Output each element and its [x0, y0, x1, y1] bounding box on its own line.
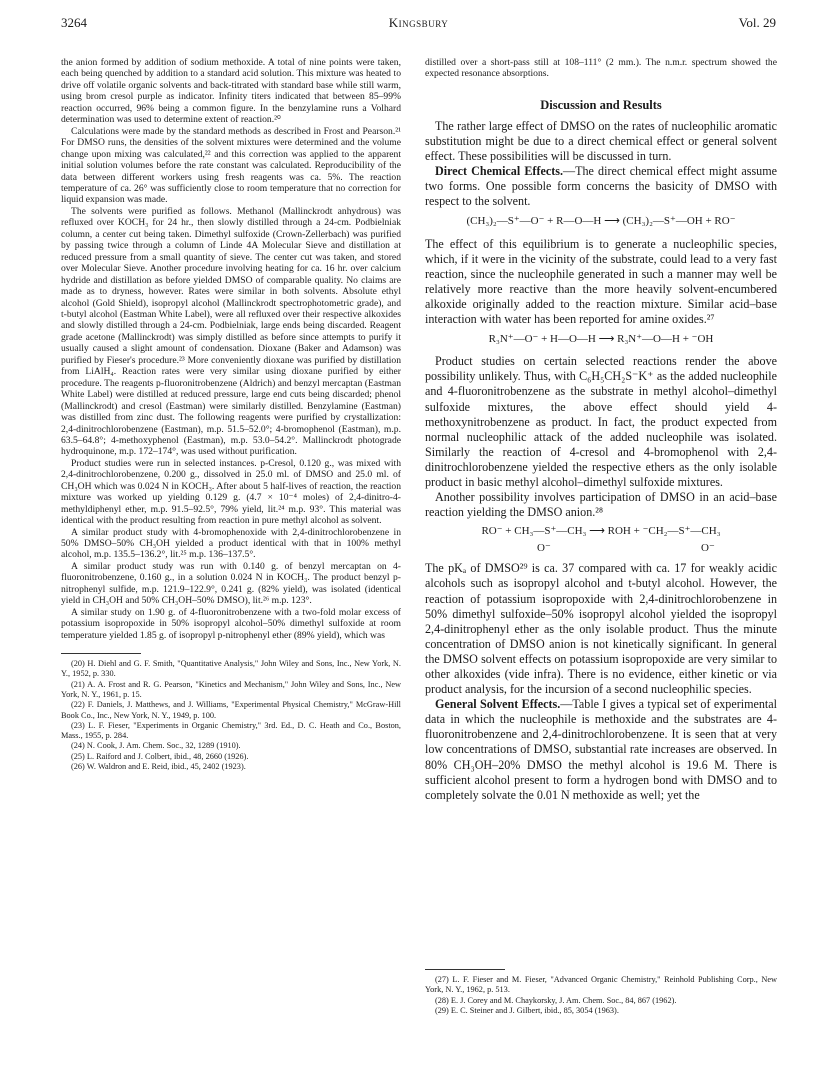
equation-substituents — [425, 541, 777, 555]
running-header — [61, 15, 776, 35]
footnote-rule — [425, 969, 505, 970]
left-column — [61, 57, 401, 772]
equation: (CH₃)₂—S⁺—O⁻ + R—O—H ⟶ (CH₃)₂—S⁺—OH + RO⁻ — [466, 215, 736, 228]
footnote: (29) E. C. Steiner and J. Gilbert, ibid., 85, 3054 (1963). — [435, 1005, 619, 1015]
paragraph: The rather large effect of DMSO on the rates of nucleophilic aromatic substitution might be due to a direct chemical effect or general solvent effect. These possibilities will be discussed in turn. — [425, 118, 777, 164]
paragraph: Another possibility involves participation of DMSO in an acid–base reaction yielding the DMSO anion.²⁸ — [425, 490, 777, 520]
page-number: 3264 — [61, 15, 87, 30]
footnote: (27) L. F. Fieser and M. Fieser, "Advanced Organic Chemistry," Reinhold Publishing Corp., New York, N. Y., 1962, p. 513. — [425, 975, 777, 995]
paragraph: A similar product study with 4-bromophenoxide with 2,4-dinitrochlorobenzene in 50% DMSO–50% CH₃OH yielded a product identical with that in 100% methyl alcohol, m.p. 135.5–136.2°, lit.²⁵ m.p. 136–137.5°. — [61, 526, 401, 561]
paragraph: The solvents were purified as follows. Methanol (Mallinckrodt anhydrous) was refluxed over KOCH₃ for 24 hr., then slowly distilled through a 24-cm. Podbielniak column, a center cut being taken. Dimethyl sulfoxide (Crown-Zellerbach) was purified by passing twice through a column of Linde 4A Molecular Sieve and distillation at reduced pressure from a small quantity of sieve. The center cut was taken, and stored over Molecular Sieve. Another procedure involving heating for ca. 16 hr. over calcium hydride and distillation as before yielded DMSO of comparable quality. No claims are made as to dryness, however. Rates were similar in both solvents. Absolute ethyl alcohol (Gold Shield), isopropyl alcohol (Mallinckrodt spectrophotometric grade), and t-butyl alcohol (Eastman White Label), were all refluxed over their respective alkoxides and slowly distilled through a 24-cm. Podbielniak, large ends being discarded. Reagent grade acetone (Mallinckrodt) was simply distilled as before since attempts to purify it usually caused a slight amount of condensation. Dioxane (Baker and Adamson) was purified by Fieser's procedure.²³ More conveniently dioxane was purified by distillation from LiAlH₄. Reaction rates were very similar using dioxane purified by either procedure. The reagents p-fluoronitrobenzene (Aldrich) and benzyl mercaptan (Eastman White Label) were distilled at reduced pressure, large end cuts being discarded; phenol (Mallinckrodt) and cresol (Eastman) were similarly distilled. Benzylamine (Eastman) was distilled from zinc dust. The following reagents were purified by crystallization: 2,4-dinitrochlorobenzene (Eastman), m.p. 51.5–52.0°; 4-bromophenol (Eastman), m.p. 63.5–64.8°; 4-methoxyphenol (Eastman), m.p. 53.0–54.2°. Mallinckrodt photograde hydroquinone, m.p. 172–174°, was used without purification. — [61, 205, 401, 458]
right-column — [425, 57, 777, 803]
paragraph: distilled over a short-pass still at 108–111° (2 mm.). The n.m.r. spectrum showed the expected resonance absorptions. — [425, 57, 777, 80]
oxide-label: O⁻ — [537, 542, 551, 555]
paragraph: A similar study on 1.90 g. of 4-fluoronitrobenzene with a two-fold molar excess of potassium isopropoxide in 50% isopropyl alcohol–50% dimethyl sulfoxide at room temperature yielded 1.85 g. of isopropyl p-nitrophenyl ether (89% yield), which was — [61, 606, 401, 641]
right-footnotes — [425, 969, 777, 1016]
subsection-heading: Direct Chemical Effects. — [435, 164, 563, 179]
footnote: (28) E. J. Corey and M. Chaykorsky, J. Am. Chem. Soc., 84, 867 (1962). — [435, 995, 677, 1005]
footnote: (24) N. Cook, J. Am. Chem. Soc., 32, 1289 (1910). — [71, 741, 241, 751]
footnote-rule — [61, 653, 141, 654]
footnote: (25) L. Raiford and J. Colbert, ibid., 48, 2660 (1926). — [71, 751, 249, 761]
volume-label: Vol. 29 — [738, 15, 776, 30]
paragraph: Product studies were run in selected instances. p-Cresol, 0.120 g., was mixed with 2,4-dinitrochlorobenzene, 0.200 g., dissolved in 25.0 ml. of DMSO and 25.0 ml. of CH₃OH which was 0.024 N in KOCH₃. After about 5 half-lives of reaction, the reaction mixture was worked up yielding 0.129 g. (4.7 × 10⁻⁴ moles) of 2,4-dinitro-4-methyldiphenyl ether, m.p. 91.5–92.5°, 79% yield, lit.²⁴ m.p. 93°. This material was identical with the product resulting from reaction in pure methyl alcohol as solvent. — [61, 457, 401, 527]
paragraph: General Solvent Effects.—Table I gives a typical set of experimental data in which the nucleophile is methoxide and the substrates are 4-fluoronitrobenzene and 2,4-dinitrochlorobenzene. It is seen that at very low concentrations of DMSO, substantial rate increases are observed. In 80% CH₃OH–20% DMSO the methyl alcohol is 19.6 M. There is sufficient alcohol present to form a hydrogen bond with DMSO and to completely solvate the 0.01 N methoxide as well; yet the — [425, 697, 777, 802]
oxide-label: O⁻ — [701, 542, 715, 555]
footnote: (22) F. Daniels, J. Matthews, and J. Williams, "Experimental Physical Chemistry," McGraw-Hill Book Co., Inc., New York, N. Y., 1949, p. 100. — [61, 700, 401, 720]
paragraph: The pKₐ of DMSO²⁹ is ca. 37 compared with ca. 17 for weakly acidic alcohols such as isopropyl alcohol and t-butyl alcohol. However, the reaction of potassium isopropoxide with 2,4-dinitrochlorobenzene in 50% dimethyl sulfoxide–50% isopropyl alcohol yielded the isopropyl 2,4-dinitrophenyl ether as the only isolable product. Thus the minute concentration of DMSO anion is not kinetically significant. In general the DMSO solvent effects on potassium isopropoxide are very similar to other alkoxides (vide infra). There is no evidence, either kinetic or via product analysis, for the incursion of a second nucleophilic species. — [425, 561, 777, 697]
paragraph: Calculations were made by the standard methods as described in Frost and Pearson.²¹ For DMSO runs, the densities of the solvent mixtures were determined and the volume change upon mixing was calculated,²² and this correction was applied to the apparent initial solution volumes before the rate constant was calculated. Reproducibility of the data between different workers using fresh reagents was ca. 5%. The reaction temperature of ca. 26° was sufficiently close to room temperature that no correction for liquid expansion was made. — [61, 125, 401, 206]
paragraph: Product studies on certain selected reactions render the above possibility unlikely. Thus, with C₆H₅CH₂S⁻K⁺ as the added nucleophile and 4-fluoronitrobenzene as the substrate in methyl alcohol–dimethyl sulfoxide mixtures, the above effect should yield 4-methoxynitrobenzene as product. In fact, the product expected from normal nucleophilic attack of the added nucleophile was isolated. Similarly the reaction of 4-cresol and 4-bromophenol with 2,4-dinitrochlorobenzene yielded the respective ethers as the only isolable product in basic methyl alcohol–dimethyl sulfoxide mixtures. — [425, 354, 777, 489]
footnote: (23) L. F. Fieser, "Experiments in Organic Chemistry," 3rd. Ed., D. C. Heath and Co., Boston, Mass., 1955, p. 284. — [61, 720, 401, 741]
footnote: (21) A. A. Frost and R. G. Pearson, "Kinetics and Mechanism," John Wiley and Sons, Inc., New York, N. Y., 1961, p. 15. — [61, 679, 401, 699]
subsection-heading: General Solvent Effects. — [435, 697, 561, 712]
footnote: (26) W. Waldron and E. Reid, ibid., 45, 2402 (1923). — [71, 762, 246, 772]
running-title: Kingsbury — [388, 15, 449, 30]
paragraph: the anion formed by addition of sodium methoxide. A total of nine points were taken, each being quenched by addition to a standard acid solution. This mixture was heated to drive off volatile organic solvents and back-titrated with standard base while still warm, using brom cresol purple as indicator. Infinity titers indicated that between 85–99% reaction occurred, 96% being a common figure. In the benzylamine runs a Volhard determination was used to determine extent of reaction.²⁰ — [61, 57, 401, 126]
section-title: Discussion and Results — [540, 97, 662, 112]
paragraph: A similar product study was run with 0.140 g. of benzyl mercaptan on 4-fluoronitrobenzene, 0.160 g., in a solution 0.024 N in KOCH₃. The product benzyl p-nitrophenyl sulfide, m.p. 121.9–122.9°, 0.241 g. (82% yield), was isolated (identical yield in CH₃OH and 50% CH₃OH–50% DMSO), lit.²⁶ m.p. 123°. — [61, 560, 401, 607]
paragraph: Direct Chemical Effects.—The direct chemical effect might assume two forms. One possible form concerns the basicity of DMSO with respect to the solvent. — [425, 164, 777, 209]
paragraph: The effect of this equilibrium is to generate a nucleophilic species, which, if it were in the vicinity of the substrate, could lead to a very fast reaction, since the nucleophile generated in such a manner may well be relatively more reactive than the more heavily solvent-encumbered alkoxide originally added to the reaction mixture. Similar acid–base interaction with water has been reported for amine oxides.²⁷ — [425, 236, 777, 327]
equation: RO⁻ + CH₃—S⁺—CH₃ ⟶ ROH + ⁻CH₂—S⁺—CH₃ — [481, 525, 721, 538]
footnote: (20) H. Diehl and G. F. Smith, "Quantitative Analysis," John Wiley and Sons, Inc., New York, N. Y., 1952, p. 330. — [61, 659, 401, 679]
footnotes — [61, 659, 401, 772]
equation: R₃N⁺—O⁻ + H—O—H ⟶ R₃N⁺—O—H + ⁻OH — [488, 333, 714, 346]
